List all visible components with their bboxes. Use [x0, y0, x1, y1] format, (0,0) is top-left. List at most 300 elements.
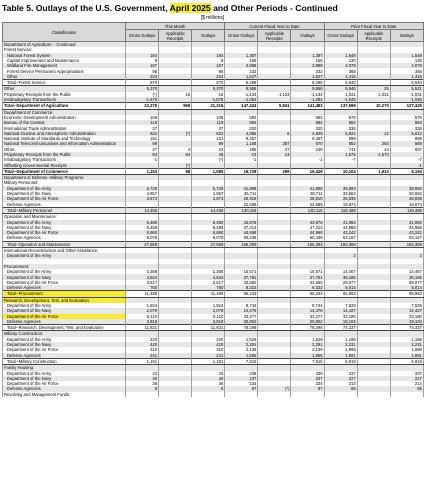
- cell-gross-outlays: 4,857: [126, 191, 159, 196]
- cell-outlays: 118: [192, 120, 225, 125]
- cell-gross-outlays: 14,476: [225, 308, 258, 313]
- cell-outlays: 2,231: [390, 342, 423, 347]
- cell-gross-outlays: 15,571: [225, 269, 258, 274]
- cell-outlays: 2,268: [192, 269, 225, 274]
- header-outlays: Outlays: [291, 30, 324, 42]
- row-label: Department of Defense--Military Programs:: [3, 175, 126, 181]
- cell-gross-outlays: 11,488: [126, 291, 159, 297]
- cell-outlays: -7: [390, 157, 423, 162]
- row-label: Department of Commerce:: [3, 109, 126, 115]
- cell-outlays: 368: [390, 68, 423, 73]
- cell-outlays: 3,873: [192, 196, 225, 201]
- cell-outlays: 196,393: [291, 241, 324, 247]
- cell-gross-outlays: 41,898: [225, 186, 258, 191]
- cell-outlays: 6,919: [390, 358, 423, 364]
- cell-gross-outlays: 106: [126, 115, 159, 120]
- cell-gross-outlays: -1,084: [225, 97, 258, 103]
- cell-outlays: 47,313: [291, 225, 324, 230]
- cell-gross-outlays: (*): [126, 92, 159, 97]
- cell-gross-outlays: 95,233: [225, 291, 258, 297]
- cell-applicable-receipts: 1,134: [258, 92, 291, 97]
- cell-outlays: 41,898: [291, 186, 324, 191]
- cell-gross-outlays: 37: [126, 125, 159, 130]
- cell-gross-outlays: 36: [126, 381, 159, 386]
- row-label: National Institute of Standards and Technology: [3, 136, 126, 141]
- cell-gross-outlays: 36,185: [324, 274, 357, 279]
- cell-outlays: 6,489: [192, 225, 225, 230]
- cell-outlays: 7,615: [291, 358, 324, 364]
- cell-outlays: -1: [390, 163, 423, 169]
- cell-gross-outlays: 87: [225, 386, 258, 391]
- row-label: International Trade Administration: [3, 125, 126, 130]
- cell-outlays: 78,298: [291, 325, 324, 331]
- cell-applicable-receipts: 1,031: [357, 92, 390, 97]
- cell-outlays: 85,863: [390, 291, 423, 297]
- cell-outlays: 39,993: [390, 186, 423, 191]
- cell-gross-outlays: 1,591: [324, 353, 357, 359]
- cell-outlays: 41,982: [390, 220, 423, 225]
- cell-outlays: 420: [192, 342, 225, 347]
- cell-gross-outlays: 183,369: [324, 241, 357, 247]
- cell-gross-outlays: 147,424: [225, 103, 258, 109]
- cell-gross-outlays: 167: [126, 63, 159, 68]
- row-label: Research, Development, Test, and Evaluation:: [3, 297, 126, 303]
- cell-gross-outlays: 130: [324, 58, 357, 63]
- cell-outlays: 5,110: [192, 314, 225, 319]
- cell-gross-outlays: 11,831: [126, 325, 159, 331]
- cell-outlays: 21,316: [192, 103, 225, 109]
- row-label: Defense Agencies: [3, 386, 126, 391]
- cell-outlays: 33,560: [291, 280, 324, 285]
- cell-gross-outlays: 37,781: [225, 274, 258, 279]
- cell-gross-outlays: 420: [126, 342, 159, 347]
- cell-outlays: 336: [390, 125, 423, 130]
- cell-gross-outlays: 40: [126, 376, 159, 381]
- row-label: Department of the Air Force: [3, 280, 126, 285]
- cell-outlays: 127,429: [390, 103, 423, 109]
- cell-applicable-receipts: 12: [357, 131, 390, 136]
- row-label: Military Personnel:: [3, 180, 126, 185]
- cell-applicable-receipts: 1,910: [357, 168, 390, 174]
- row-label: Forest Service:: [3, 47, 126, 52]
- cell-outlays: 5,812: [390, 131, 423, 136]
- row-label: Wildland Fire Management: [3, 63, 126, 68]
- row-label: Defense Agencies: [3, 235, 126, 241]
- cell-outlays: 36,711: [291, 191, 324, 196]
- cell-gross-outlays: [126, 392, 159, 397]
- table-title: [0, 0, 425, 15]
- title-prefix: Table 5. Outlays of the U.S. Government,: [2, 3, 170, 13]
- cell-outlays: 8: [192, 58, 225, 63]
- cell-outlays: 43: [192, 371, 225, 376]
- cell-outlays: 1,548: [390, 53, 423, 58]
- cell-outlays: 1,824: [192, 303, 225, 308]
- cell-outlays: 1,591: [390, 353, 423, 359]
- cell-outlays: [291, 392, 324, 397]
- cell-outlays: 899: [390, 136, 423, 141]
- cell-outlays: 95,233: [291, 291, 324, 297]
- cell-outlays: 43,242: [390, 230, 423, 235]
- row-label: Other: [3, 74, 126, 80]
- cell-outlays: 227: [390, 376, 423, 381]
- row-label: Department of the Army: [3, 220, 126, 225]
- cell-gross-outlays: 1,656: [225, 353, 258, 359]
- cell-gross-outlays: 1,627: [225, 74, 258, 80]
- cell-applicable-receipts: (*): [159, 131, 192, 136]
- cell-outlays: 36,185: [390, 274, 423, 279]
- cell-outlays: 9,744: [291, 303, 324, 308]
- cell-outlays: 151: [192, 136, 225, 141]
- cell-outlays: 7,629: [390, 303, 423, 308]
- row-label: Department of the Army: [3, 186, 126, 191]
- cell-gross-outlays: 118: [126, 120, 159, 125]
- cell-outlays: 2,291: [291, 342, 324, 347]
- cell-gross-outlays: 137,699: [324, 103, 357, 109]
- cell-outlays: 220: [192, 337, 225, 342]
- cell-gross-outlays: 2,291: [225, 342, 258, 347]
- cell-gross-outlays: 1,158: [225, 141, 258, 146]
- cell-outlays: 33,180: [390, 314, 423, 319]
- row-label: Forest Service Permanent Appropriations: [3, 68, 126, 73]
- cell-applicable-receipts: 44: [357, 147, 390, 152]
- row-label: Capital Improvement and Maintenance: [3, 58, 126, 63]
- cell-gross-outlays: 2,079: [126, 308, 159, 313]
- cell-gross-outlays: 19,874: [324, 202, 357, 208]
- cell-gross-outlays: 1,415: [324, 74, 357, 80]
- cell-outlays: 697: [390, 147, 423, 152]
- cell-outlays: -1,678: [192, 97, 225, 103]
- row-label: Department of the Navy: [3, 191, 126, 196]
- cell-outlays: -1,084: [291, 97, 324, 103]
- cell-gross-outlays: 8,457: [225, 136, 258, 141]
- cell-outlays: 5,540: [390, 80, 423, 86]
- cell-outlays: 19,104: [390, 319, 423, 325]
- cell-gross-outlays: 1,529: [225, 337, 258, 342]
- cell-gross-outlays: 339: [225, 371, 258, 376]
- row-label: Total--Military Personnel: [3, 207, 126, 213]
- cell-outlays: 9,956: [291, 86, 324, 92]
- cell-gross-outlays: 22,275: [126, 103, 159, 109]
- cell-applicable-receipts: (*): [258, 386, 291, 391]
- row-label: National Oceanic and Atmospheric Administration: [3, 131, 126, 136]
- cell-outlays: 248: [291, 147, 324, 152]
- cell-gross-outlays: 741: [324, 147, 357, 152]
- cell-outlays: 6,860: [192, 230, 225, 235]
- cell-gross-outlays: -1: [225, 157, 258, 162]
- cell-outlays: [192, 392, 225, 397]
- cell-gross-outlays: [225, 392, 258, 397]
- cell-outlays: 65: [390, 386, 423, 391]
- cell-outlays: 870: [291, 141, 324, 146]
- outlays-table: [2, 22, 424, 397]
- section-row: [3, 392, 424, 397]
- cell-outlays: 1,656: [291, 353, 324, 359]
- cell-outlays: 8,322: [291, 285, 324, 291]
- cell-gross-outlays: 33,560: [225, 280, 258, 285]
- cell-outlays: 43,676: [291, 220, 324, 225]
- cell-gross-outlays: -1: [126, 157, 159, 162]
- cell-gross-outlays: 151: [126, 136, 159, 141]
- cell-gross-outlays: 36,711: [225, 191, 258, 196]
- cell-outlays: 1,191: [192, 358, 225, 364]
- cell-applicable-receipts: [159, 392, 192, 397]
- row-label: Department of the Navy: [3, 342, 126, 347]
- cell-gross-outlays: 1,191: [126, 358, 159, 364]
- cell-gross-outlays: 44,968: [225, 230, 258, 235]
- cell-outlays: 167: [192, 63, 225, 68]
- cell-outlays: 15,571: [291, 269, 324, 274]
- row-label: Department of the Air Force: [3, 347, 126, 352]
- table-body: [3, 42, 424, 398]
- cell-outlays: 8,457: [291, 136, 324, 141]
- cell-gross-outlays: 320: [225, 125, 258, 130]
- cell-applicable-receipts: 37: [258, 147, 291, 152]
- row-label: Revolving and Management Funds:: [3, 392, 126, 397]
- row-label: Defense Agencies: [3, 202, 126, 208]
- row-label: Department of the Navy: [3, 308, 126, 313]
- cell-gross-outlays: 6,480: [126, 220, 159, 225]
- cell-gross-outlays: 5: [126, 386, 159, 391]
- row-label: National Telecommunications and Information Administration: [3, 141, 126, 146]
- cell-applicable-receipts: 13: [258, 152, 291, 157]
- cell-outlays: 4,849: [291, 131, 324, 136]
- cell-applicable-receipts: 25: [357, 86, 390, 92]
- cell-outlays: 8,078: [192, 235, 225, 241]
- cell-gross-outlays: 27,659: [126, 241, 159, 247]
- cell-outlays: 23: [192, 147, 225, 152]
- cell-gross-outlays: 5,726: [126, 186, 159, 191]
- row-label: Department of the Air Force: [3, 230, 126, 235]
- row-label: Defense Agencies: [3, 285, 126, 291]
- cell-gross-outlays: 368: [324, 68, 357, 73]
- cell-gross-outlays: 336: [324, 125, 357, 130]
- cell-gross-outlays: 7,629: [324, 303, 357, 308]
- row-label: Department of the Army: [3, 371, 126, 376]
- cell-gross-outlays: 47,313: [225, 225, 258, 230]
- cell-gross-outlays: 53,157: [324, 235, 357, 241]
- cell-outlays: 44,968: [291, 230, 324, 235]
- cell-gross-outlays: -1,678: [126, 97, 159, 103]
- cell-gross-outlays: 43: [126, 371, 159, 376]
- cell-outlays: 575: [390, 115, 423, 120]
- cell-gross-outlays: 65: [324, 386, 357, 391]
- cell-gross-outlays: 2,898: [225, 63, 258, 68]
- row-label: Department of the Navy: [3, 376, 126, 381]
- cell-applicable-receipts: [357, 392, 390, 397]
- cell-gross-outlays: 22,588: [225, 202, 258, 208]
- cell-outlays: 214: [390, 381, 423, 386]
- cell-outlays: 40: [192, 376, 225, 381]
- cell-gross-outlays: 98: [126, 68, 159, 73]
- cell-gross-outlays: 43,676: [225, 220, 258, 225]
- cell-gross-outlays: 1,899: [324, 347, 357, 352]
- cell-outlays: 27,659: [192, 241, 225, 247]
- cell-gross-outlays: 1,575: [324, 152, 357, 157]
- row-label: Department of the Air Force: [3, 381, 126, 386]
- row-label: Department of the Army: [3, 303, 126, 308]
- cell-outlays: 320: [291, 125, 324, 130]
- row-label: Department of the Army: [3, 337, 126, 342]
- header-this-month: This Month: [126, 23, 225, 30]
- cell-outlays: -16: [192, 92, 225, 97]
- row-label: Intrabudgetary Transactions: [3, 97, 126, 103]
- cell-gross-outlays: 310: [126, 347, 159, 352]
- cell-gross-outlays: 78,298: [225, 325, 258, 331]
- cell-outlays: 234: [291, 381, 324, 386]
- header-current-fytd: Current Fiscal Year to Date: [225, 23, 324, 30]
- cell-outlays: 4,944: [192, 274, 225, 279]
- cell-outlays: 237: [291, 376, 324, 381]
- row-label: Offsetting Governmental Receipts: [3, 163, 126, 169]
- cell-gross-outlays: 2: [324, 253, 357, 258]
- cell-gross-outlays: 9,744: [225, 303, 258, 308]
- cell-gross-outlays: 1,548: [324, 53, 357, 58]
- cell-gross-outlays: 884: [225, 120, 258, 125]
- cell-gross-outlays: 214: [324, 381, 357, 386]
- cell-outlays: 670: [192, 80, 225, 86]
- cell-gross-outlays: 5,110: [126, 314, 159, 319]
- header-applicable-receipts: Applicable Receipts: [258, 30, 291, 42]
- row-label: Department of Agriculture: - Continued: [3, 42, 126, 48]
- row-label: Other: [3, 147, 126, 152]
- cell-gross-outlays: 33,662: [324, 191, 357, 196]
- cell-applicable-receipts: 287: [258, 141, 291, 146]
- cell-gross-outlays: 4,944: [126, 274, 159, 279]
- cell-outlays: 87: [291, 386, 324, 391]
- cell-outlays: 33,277: [291, 314, 324, 319]
- cell-gross-outlays: 237: [225, 376, 258, 381]
- row-label: Bureau of the Census: [3, 120, 126, 125]
- cell-applicable-receipts: [258, 392, 291, 397]
- cell-outlays: (*): [192, 157, 225, 162]
- cell-gross-outlays: 1,387: [225, 53, 258, 58]
- row-label: Other: [3, 86, 126, 92]
- title-suffix: and Other Periods - Continued: [210, 3, 338, 13]
- cell-outlays: 692: [291, 115, 324, 120]
- cell-outlays: -1,134: [291, 92, 324, 97]
- cell-gross-outlays: 234: [126, 74, 159, 80]
- cell-outlays: 2,818: [192, 319, 225, 325]
- cell-gross-outlays: 1,153: [126, 168, 159, 174]
- row-label: Intrabudgetary Transactions: [3, 157, 126, 162]
- cell-gross-outlays: 220: [126, 337, 159, 342]
- cell-outlays: -1: [291, 157, 324, 162]
- cell-outlays: 884: [390, 120, 423, 125]
- cell-applicable-receipts: 16: [159, 92, 192, 97]
- cell-gross-outlays: 2,268: [126, 269, 159, 274]
- cell-outlays: 5,521: [390, 86, 423, 92]
- cell-gross-outlays: 6,919: [324, 358, 357, 364]
- cell-applicable-receipts: (*): [159, 163, 192, 169]
- row-label: Department of the Army: [3, 269, 126, 274]
- cell-outlays: 1,085: [192, 168, 225, 174]
- cell-gross-outlays: 852: [324, 141, 357, 146]
- cell-gross-outlays: 575: [324, 115, 357, 120]
- cell-outlays: 141,483: [291, 103, 324, 109]
- cell-gross-outlays: 5,370: [126, 86, 159, 92]
- row-label: Total--Forest Service: [3, 80, 126, 86]
- cell-outlays: 183,369: [390, 241, 423, 247]
- row-label: Military Construction:: [3, 331, 126, 337]
- cell-outlays: 184: [192, 53, 225, 58]
- row-label: Defense Agencies: [3, 353, 126, 359]
- header-applicable-receipts: Applicable Receipts: [357, 30, 390, 42]
- cell-outlays: 98: [192, 68, 225, 73]
- cell-outlays: 5,370: [192, 86, 225, 92]
- cell-applicable-receipts: 6: [258, 131, 291, 136]
- row-label: Total--Operation and Maintenance: [3, 241, 126, 247]
- cell-gross-outlays: 14,456: [126, 207, 159, 213]
- cell-outlays: -1,031: [390, 92, 423, 97]
- cell-outlays: 1,627: [291, 74, 324, 80]
- cell-gross-outlays: 232: [225, 68, 258, 73]
- row-label: National Forest System: [3, 53, 126, 58]
- cell-outlays: 6,298: [291, 80, 324, 86]
- cell-outlays: 53,157: [390, 235, 423, 241]
- cell-gross-outlays: 155: [225, 58, 258, 63]
- cell-gross-outlays: 196,393: [225, 241, 258, 247]
- cell-gross-outlays: 5,824: [324, 131, 357, 136]
- cell-outlays: 14,427: [390, 308, 423, 313]
- cell-gross-outlays: 884: [324, 120, 357, 125]
- cell-outlays: 106: [192, 115, 225, 120]
- cell-gross-outlays: 41,982: [324, 220, 357, 225]
- cell-outlays: 2,079: [192, 308, 225, 313]
- cell-outlays: 19,874: [390, 202, 423, 208]
- cell-gross-outlays: 2,139: [225, 347, 258, 352]
- cell-outlays: 241: [192, 353, 225, 359]
- cell-outlays: 2,139: [291, 347, 324, 352]
- cell-gross-outlays: 14,427: [324, 308, 357, 313]
- cell-outlays: 74,337: [390, 325, 423, 331]
- cell-gross-outlays: 43,242: [324, 230, 357, 235]
- cell-gross-outlays: 60,436: [225, 235, 258, 241]
- cell-gross-outlays: 44,988: [324, 225, 357, 230]
- cell-gross-outlays: 670: [126, 80, 159, 86]
- cell-gross-outlays: 7,615: [225, 358, 258, 364]
- cell-outlays: 1,415: [390, 74, 423, 80]
- cell-outlays: 11,831: [192, 325, 225, 331]
- table-header: [3, 23, 424, 42]
- header-gross-outlays: Gross Outlays: [324, 30, 357, 42]
- cell-applicable-receipts: 959: [159, 103, 192, 109]
- cell-outlays: 339: [291, 371, 324, 376]
- cell-applicable-receipts: 5,941: [258, 103, 291, 109]
- cell-outlays: 2,079: [390, 63, 423, 68]
- header-prior-fytd: Prior Fiscal Year to Date: [324, 23, 423, 30]
- cell-applicable-receipts: 283: [357, 141, 390, 146]
- cell-gross-outlays: 234: [225, 381, 258, 386]
- cell-outlays: 33,662: [390, 191, 423, 196]
- cell-gross-outlays: 3,517: [126, 280, 159, 285]
- row-label: Family Housing:: [3, 365, 126, 371]
- cell-outlays: 99: [192, 141, 225, 146]
- cell-outlays: 37: [192, 125, 225, 130]
- cell-outlays: 14,467: [390, 269, 423, 274]
- cell-gross-outlays: 6,860: [126, 230, 159, 235]
- cell-outlays: 3,517: [192, 280, 225, 285]
- cell-outlays: 119,468: [390, 207, 423, 213]
- cell-gross-outlays: 622: [126, 131, 159, 136]
- cell-gross-outlays: 33,180: [324, 314, 357, 319]
- cell-outlays: 130: [390, 58, 423, 63]
- cell-outlays: 60,436: [291, 235, 324, 241]
- cell-gross-outlays: 2,079: [324, 63, 357, 68]
- cell-gross-outlays: 28,919: [225, 196, 258, 201]
- cell-gross-outlays: 14,467: [324, 269, 357, 274]
- cell-gross-outlays: 241: [126, 353, 159, 359]
- cell-outlays: 26,839: [390, 196, 423, 201]
